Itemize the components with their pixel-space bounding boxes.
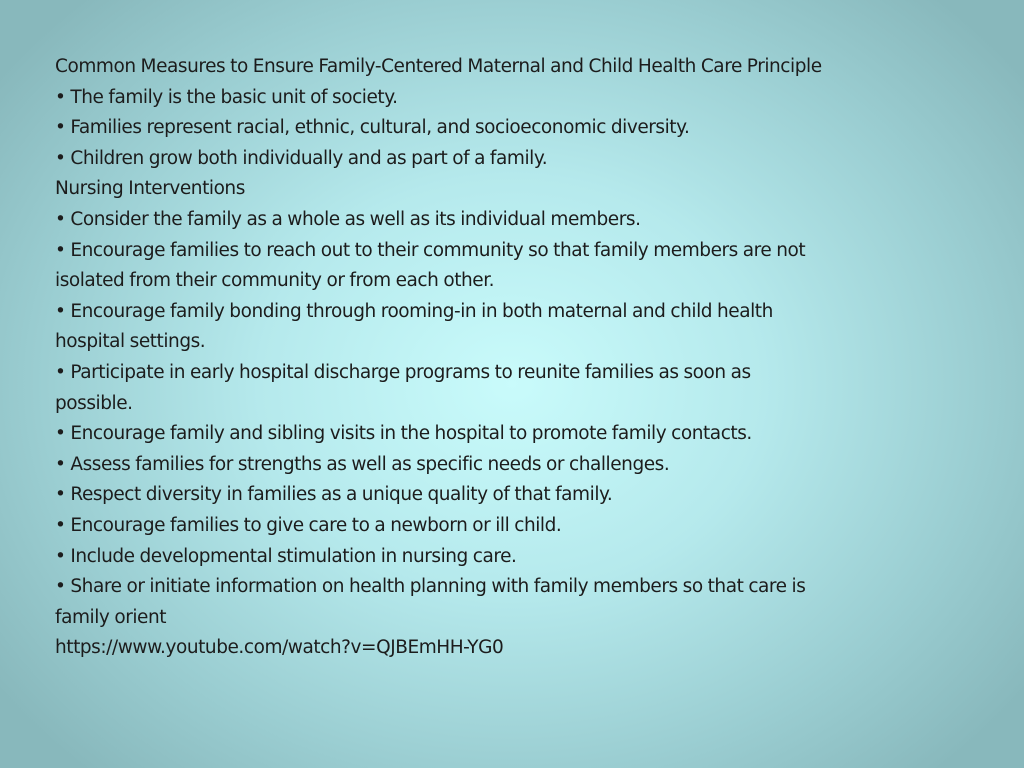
principle-item: • Families represent racial, ethnic, cultural, and socioeconomic diversity. [55,117,690,139]
intervention-item: • Encourage family and sibling visits in the hospital to promote family contacts. [55,423,752,445]
slide-title: Common Measures to Ensure Family-Centered Maternal and Child Health Care Principle [55,56,822,77]
intervention-item: • Encourage family bonding through rooming-in in both maternal and child health [55,300,773,322]
intervention-item-continued: hospital settings. [55,331,206,353]
principle-item: • Children grow both individually and as part of a family. [55,147,548,169]
intervention-item: • Respect diversity in families as a unique quality of that family. [55,484,613,506]
intervention-item: • Encourage families to give care to a newborn or ill child. [55,514,562,536]
intervention-item: • Include developmental stimulation in nursing care. [55,545,517,567]
interventions-heading: Nursing Interventions [55,178,245,200]
intervention-item: • Assess families for strengths as well as specific needs or challenges. [55,453,670,475]
intervention-item-continued: isolated from their community or from each other. [55,270,495,292]
video-link: https://www.youtube.com/watch?v=QJBEmHH-YG0 [55,637,504,659]
text-body [55,52,985,664]
slide-content [55,52,985,672]
intervention-item: • Consider the family as a whole as well as its individual members. [55,208,641,230]
principle-item: • The family is the basic unit of society. [55,86,398,108]
intervention-item: • Encourage families to reach out to their community so that family members are not [55,239,806,261]
intervention-item: • Participate in early hospital discharge programs to reunite families as soon as [55,361,751,383]
intervention-item: • Share or initiate information on health planning with family members so that care is [55,576,806,598]
intervention-item-continued: possible. [55,392,133,414]
intervention-item-continued: family orient [55,606,167,628]
